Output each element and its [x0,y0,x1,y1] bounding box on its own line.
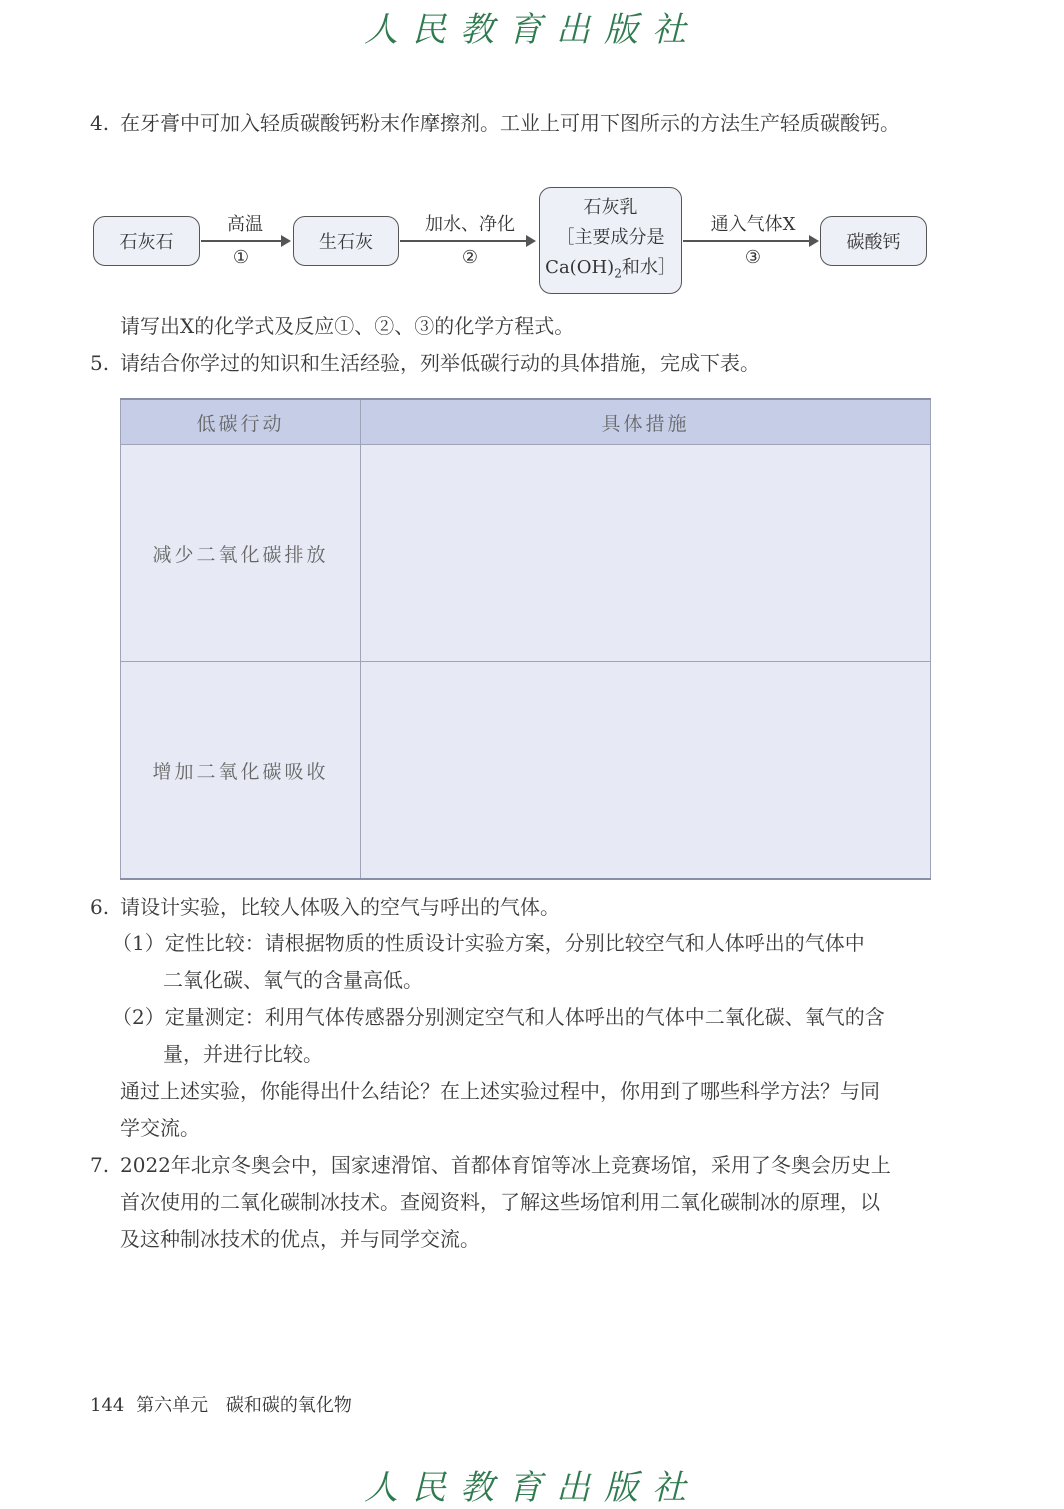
question-number: 7. [90,1153,110,1177]
flow-box-quicklime: 生石灰 [293,216,399,266]
question-6-part-1 [112,925,942,962]
part-label: （1） [112,931,165,955]
question-text: 2022年北京冬奥会中，国家速滑馆、首都体育馆等冰上竞赛场馆，采用了冬奥会历史上 [120,1153,891,1177]
question-7 [90,1147,950,1184]
question-6-conclusion-1: 通过上述实验，你能得出什么结论？在上述实验过程中，你用到了哪些科学方法？与同 [120,1079,880,1103]
part-text: 定性比较：请根据物质的性质设计实验方案，分别比较空气和人体呼出的气体中 [164,931,865,955]
question-text: 请设计实验，比较人体吸入的空气与呼出的气体。 [120,895,560,919]
question-6-part-1-cont: 二氧化碳、氧气的含量高低。 [163,968,423,992]
flow-arrow-1-top-label: 高温 [227,214,263,235]
publisher-watermark-top: 人民教育出版社 [364,10,700,50]
flow-arrow-3 [683,240,817,242]
question-6-part-2 [112,999,942,1036]
unit-label: 第六单元 [136,1395,209,1416]
part-label: （2） [112,1005,165,1029]
question-4-instruction: 请写出X的化学式及反应①、②、③的化学方程式。 [120,314,575,338]
question-5 [90,345,950,382]
question-number: 6. [90,895,110,919]
question-7-line-2: 首次使用的二氧化碳制冰技术。查阅资料，了解这些场馆利用二氧化碳制冰的原理，以 [120,1190,880,1214]
flow-arrow-1 [201,240,289,242]
part-text: 定量测定：利用气体传感器分别测定空气和人体呼出的气体中二氧化碳、氧气的含 [164,1005,885,1029]
table-cell-measures[interactable] [361,662,931,880]
question-text: 在牙膏中可加入轻质碳酸钙粉末作摩擦剂。工业上可用下图所示的方法生产轻质碳酸钙。 [120,111,900,135]
table-header-row [121,399,931,445]
table-row [121,662,931,880]
table-cell-measures[interactable] [361,445,931,662]
question-6-part-2-cont: 量，并进行比较。 [163,1042,323,1066]
flow-arrow-2 [400,240,534,242]
flow-arrow-3-top-label: 通入气体X [710,214,796,235]
low-carbon-table [120,398,931,880]
flow-arrow-2-top-label: 加水、净化 [425,214,515,235]
question-7-line-3: 及这种制冰技术的优点，并与同学交流。 [120,1227,480,1251]
page-footer [90,1391,352,1417]
publisher-watermark-bottom: 人民教育出版社 [364,1468,700,1508]
question-text: 请结合你学过的知识和生活经验，列举低碳行动的具体措施，完成下表。 [120,351,760,375]
question-number: 5. [90,351,110,375]
flow-box-calcium-carbonate: 碳酸钙 [820,216,927,266]
flow-box-lime-milk: 石灰乳 ［主要成分是 $Ca(OH)_2$和水］ [539,187,682,294]
unit-title: 碳和碳的氧化物 [225,1395,352,1416]
flow-box-limestone: 石灰石 [93,216,200,266]
question-6 [90,889,950,926]
table-cell-action: 增加二氧化碳吸收 [121,662,361,880]
flow-arrow-3-bottom-label: ③ [744,247,762,268]
table-header-measures: 具体措施 [361,399,931,445]
question-6-conclusion-2: 学交流。 [120,1116,200,1140]
table-cell-action: 减少二氧化碳排放 [121,445,361,662]
question-4 [90,105,950,142]
flow-arrow-1-bottom-label: ① [232,247,250,268]
question-number: 4. [90,111,110,135]
flow-arrow-2-bottom-label: ② [461,247,479,268]
table-header-action: 低碳行动 [121,399,361,445]
page-number: 144 [90,1395,125,1416]
table-row [121,445,931,662]
